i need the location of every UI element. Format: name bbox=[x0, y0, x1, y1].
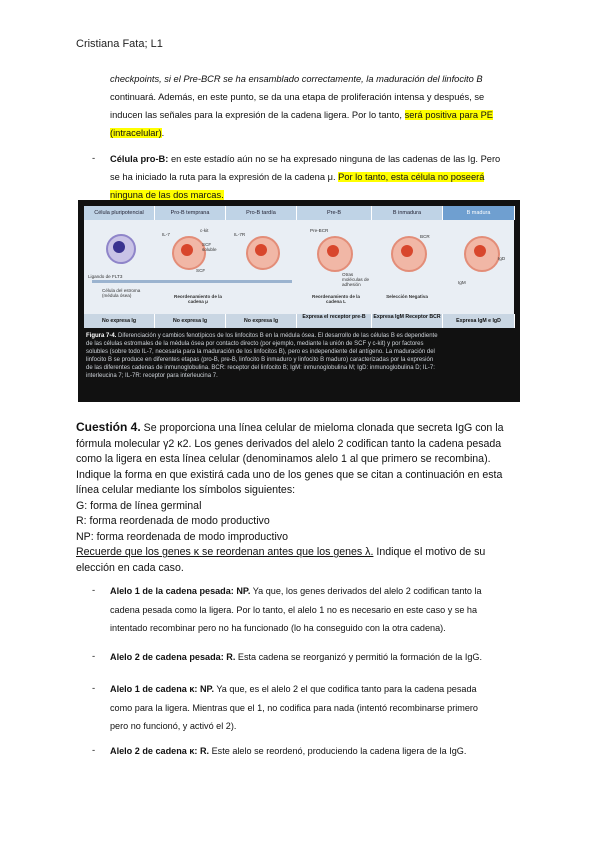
answer-dash: - bbox=[92, 745, 96, 756]
answer-line: Este alelo se reordenó, produciendo la cadena ligera de la IgG. bbox=[211, 746, 467, 756]
answer-line: cadena pesada como la ligera. Por lo tanto, el alelo 1 no es necesario en este caso y se ha bbox=[110, 604, 478, 615]
stage-label: Pro-B tardía bbox=[226, 206, 297, 220]
paragraph-checkpoints bbox=[110, 70, 528, 142]
status-label: No expresa Ig bbox=[155, 314, 226, 328]
scf-soluble-label: SCF soluble bbox=[202, 242, 217, 252]
answer-line: como para la ligera. Mientras que el 1, no codifica para nada (intentó recombinarse primero bbox=[110, 702, 478, 713]
answer-heavy-allele-1 bbox=[110, 582, 510, 638]
question-title: Cuestión 4. bbox=[76, 420, 141, 434]
answer-code: R. bbox=[226, 652, 236, 662]
question-line: R: forma reordenada de modo productivo bbox=[76, 515, 270, 527]
status-label: No expresa Ig bbox=[226, 314, 297, 328]
answer-title: Alelo 1 de la cadena pesada: bbox=[110, 586, 234, 596]
nucleus bbox=[255, 244, 267, 256]
question-line: Indique el motivo de su bbox=[376, 546, 486, 558]
igm-label: IgM bbox=[458, 280, 466, 285]
pro-b-line2: se ha iniciado la ruta para la expresión de la cadena μ. bbox=[110, 172, 336, 182]
question-line: fórmula molecular γ2 κ2. Los genes derivados del alelo 2 codifican tanto la cadena pesada bbox=[76, 437, 502, 450]
pro-b-highlight1: Por lo tanto, esta célula no poseerá bbox=[338, 172, 485, 182]
para1-highlight1: será positiva para PE bbox=[404, 110, 493, 120]
stroma-line bbox=[92, 280, 292, 283]
answer-kappa-allele-2 bbox=[110, 742, 510, 761]
caption-line: Diferenciación y cambios fenotípicos de los linfocitos B en la médula ósea. El desarrollo de las células B es dependiente bbox=[118, 333, 438, 339]
answer-line: Ya que, es el alelo 2 el que codifica tanto para la cadena pesada bbox=[216, 684, 477, 694]
answer-line: intentado recombinar pero no ha funcionado (lo ha conseguido con la otra cadena). bbox=[110, 623, 446, 633]
answer-heavy-allele-2 bbox=[110, 648, 510, 667]
answer-line: pero no funcionó, y activó el 2). bbox=[110, 721, 237, 731]
status-label: Expresa IgM Receptor BCR bbox=[372, 314, 443, 328]
para1-line2: continuará. Además, en este punto, se da una etapa de proliferación intensa y después, se bbox=[110, 92, 485, 102]
figure-caption bbox=[86, 332, 514, 380]
answer-line: Ya que, los genes derivados del alelo 2 codifican tanto la bbox=[252, 586, 482, 596]
stage-label: B madura bbox=[443, 206, 515, 220]
answer-title: Alelo 2 de cadena pesada: bbox=[110, 652, 224, 662]
adhesion-label: Otras moléculas de adhesión bbox=[342, 272, 370, 287]
question-line: línea celular mediante los símbolos siguientes: bbox=[76, 484, 296, 496]
answer-code: NP. bbox=[236, 586, 251, 596]
header-author: Cristiana Fata; L1 bbox=[76, 38, 163, 50]
answer-title: Alelo 1 de cadena κ: bbox=[110, 684, 198, 694]
bullet-dash: - bbox=[92, 153, 96, 164]
question-line: elección en cada caso. bbox=[76, 561, 184, 574]
figure-b-cell-development bbox=[78, 200, 520, 402]
nucleus bbox=[327, 245, 339, 257]
status-label: No expresa Ig bbox=[84, 314, 155, 328]
nucleus bbox=[113, 241, 125, 253]
igd-label: IgD bbox=[498, 256, 506, 261]
figure-diagram bbox=[84, 206, 514, 328]
nucleus bbox=[474, 245, 486, 257]
answer-dash: - bbox=[92, 651, 96, 662]
caption-line: de las células estromales de la médula ósea por contacto directo (por ejemplo, mediante la unión de SCF y c-kit) y por factores bbox=[86, 341, 424, 347]
question-line: como la ligera en esta línea celular (denominamos alelo 1 al que primero se recombina). bbox=[76, 453, 491, 465]
para1-line3: inducen las señales para la expresión de la cadena ligera. Por lo tanto, bbox=[110, 110, 403, 120]
caption-line: solubles (sobre todo IL-7, necesaria para la maduración de los linfocitos B), pero es independiente del antígeno. La maduración del bbox=[86, 349, 435, 355]
answer-code: NP. bbox=[199, 684, 214, 694]
status-label: Expresa el receptor pre-B bbox=[297, 314, 372, 328]
question-underlined: Recuerde que los genes κ se reordenan antes que los genes λ. bbox=[76, 546, 374, 558]
status-label: Expresa IgM e IgD bbox=[443, 314, 515, 328]
prebcr-label: Pre-BCR bbox=[310, 228, 329, 233]
mid-label: Selección Negativa bbox=[386, 294, 428, 299]
bcr-label: BCR bbox=[420, 234, 430, 239]
para1-end: . bbox=[161, 128, 165, 138]
question-line: Se proporciona una línea celular de mieloma clonada que secreta IgG con la bbox=[143, 422, 504, 434]
question-line: Indique la forma en que existirá cada uno de los genes que se citan a continuación en esta bbox=[76, 468, 503, 481]
answer-dash: - bbox=[92, 683, 96, 694]
question-line: G: forma de línea germinal bbox=[76, 499, 202, 512]
answer-kappa-allele-1 bbox=[110, 680, 510, 736]
il7-label: IL-7 bbox=[162, 232, 170, 237]
caption-line: de las diferentes cadenas de inmunoglobulina. BCR: receptor del linfocito B; IgM: inmunoglobulina M; IgD: inmunoglobulina D; IL-7: bbox=[86, 365, 435, 371]
paragraph-pro-b bbox=[110, 150, 528, 204]
question-block bbox=[76, 420, 526, 576]
il7r-label: IL-7R bbox=[234, 232, 246, 237]
question-line: NP: forma reordenada de modo improductivo bbox=[76, 530, 288, 543]
nucleus bbox=[401, 245, 413, 257]
stage-label: Pre-B bbox=[297, 206, 372, 220]
para1-highlight2: (intracelular) bbox=[110, 128, 162, 138]
stage-label: Pro-B temprana bbox=[155, 206, 226, 220]
pro-b-title: Célula pro-B: bbox=[110, 154, 169, 164]
para1-line1: checkpoints, si el Pre-BCR se ha ensamblado correctamente, la maduración del linfocito B bbox=[110, 74, 483, 84]
answer-line: Esta cadena se reorganizó y permitió la formación de la IgG. bbox=[237, 652, 483, 662]
scf-label: SCF bbox=[196, 268, 206, 273]
pro-b-highlight2: ninguna de las dos marcas. bbox=[110, 190, 224, 200]
ligand-label: Ligando de FLT3 bbox=[88, 274, 123, 279]
answer-title: Alelo 2 de cadena κ: bbox=[110, 746, 198, 756]
mid-label: Reordenamiento de la cadena μ bbox=[174, 294, 222, 304]
stage-label: B inmadura bbox=[372, 206, 443, 220]
caption-title: Figura 7-4. bbox=[86, 333, 117, 339]
mid-label: Reordenamiento de la cadena L bbox=[312, 294, 360, 304]
caption-line: linfocito B se produce en diferentes etapas (pro-B, pre-B, linfocito B inmaduro y linfocito B maduro) caracterizadas por la expresión bbox=[86, 357, 434, 363]
nucleus bbox=[181, 244, 193, 256]
ckit-label: c-kit bbox=[200, 228, 209, 233]
pro-b-line1: en este estadío aún no se ha expresado ninguna de las cadenas de las Ig. Pero bbox=[170, 154, 501, 164]
answer-dash: - bbox=[92, 585, 96, 596]
caption-line: interleucina 7; IL-7R: receptor para interleucina 7. bbox=[86, 373, 218, 379]
answer-code: R. bbox=[199, 746, 210, 756]
stage-label: Célula pluripotencial bbox=[84, 206, 155, 220]
stroma-label: Célula del estroma (médula ósea) bbox=[102, 288, 141, 298]
